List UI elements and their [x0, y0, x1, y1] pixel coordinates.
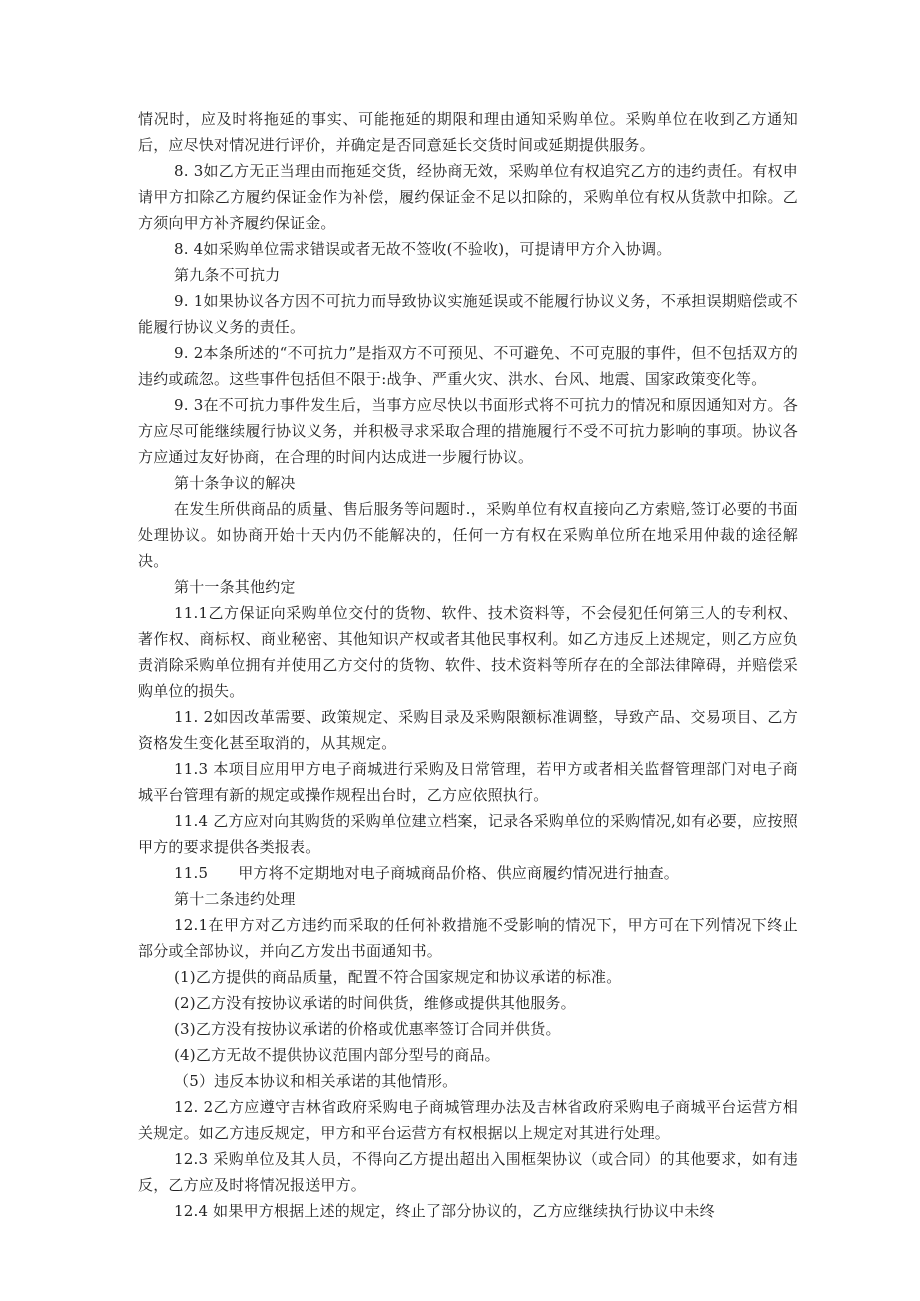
clause-11-1: 11.1乙方保证向采购单位交付的货物、软件、技术资料等，不会侵犯任何第三人的专利权、著作权、商标权、商业秘密、其他知识产权或者其他民事权利。如乙方违反上述规定，则乙方应负责消除采购单位拥有并使用乙方交付的货物、软件、技术资料等所存在的全部法律障碍，并赔偿采购单位的损失。 — [138, 604, 798, 700]
heading-article-9: 第九条不可抗力 — [174, 266, 281, 284]
list-item-4: (4)乙方无故不提供协议范围内部分型号的商品。 — [174, 1046, 500, 1064]
list-item-5: （5）违反本协议和相关承诺的其他情形。 — [174, 1072, 458, 1090]
clause-11-4: 11.4 乙方应对向其购货的采购单位建立档案，记录各采购单位的采购情况,如有必要，应按照甲方的要求提供各类报表。 — [138, 812, 798, 856]
clause-12-1: 12.1在甲方对乙方违约而采取的任何补救措施不受影响的情况下，甲方可在下列情况下终止部分或全部协议，并向乙方发出书面通知书。 — [138, 916, 798, 960]
list-item-3: (3)乙方没有按协议承诺的价格或优惠率签订合同并供货。 — [174, 1020, 561, 1038]
clause-12-4: 12.4 如果甲方根据上述的规定，终止了部分协议的，乙方应继续执行协议中未终 — [174, 1202, 715, 1220]
clause-11-5-text: 甲方将不定期地对电子商城商品价格、供应商履约情况进行抽查。 — [238, 864, 680, 882]
clause-11-5 — [138, 860, 798, 886]
heading-article-12: 第十二条违约处理 — [174, 890, 296, 908]
article-10-body: 在发生所供商品的质量、售后服务等问题时.，采购单位有权直接向乙方索赔,签订必要的书面处理协议。如协商开始十天内仍不能解决的，任何一方有权在采购单位所在地采用仲裁的途径解决。 — [138, 500, 798, 570]
clause-12-2: 12. 2乙方应遵守吉林省政府采购电子商城管理办法及吉林省政府采购电子商城平台运营方相关规定。如乙方违反规定，甲方和平台运营方有权根据以上规定对其进行处理。 — [138, 1098, 798, 1142]
clause-11-5-number: 11.5 — [174, 864, 209, 882]
list-item-1: (1)乙方提供的商品质量，配置不符合国家规定和协议承诺的标准。 — [174, 968, 622, 986]
clause-11-2: 11. 2如因改革需要、政策规定、采购目录及采购限额标准调整，导致产品、交易项目、乙方资格发生变化甚至取消的，从其规定。 — [138, 708, 798, 752]
clause-8-3: 8. 3如乙方无正当理由而拖延交货，经协商无效，采购单位有权追究乙方的违约责任。有权申请甲方扣除乙方履约保证金作为补偿，履约保证金不足以扣除的，采购单位有权从货款中扣除。乙方须向甲方补齐履约保证金。 — [138, 162, 798, 232]
heading-article-11: 第十一条其他约定 — [174, 578, 296, 596]
list-item-2: (2)乙方没有按协议承诺的时间供货，维修或提供其他服务。 — [174, 994, 576, 1012]
clause-9-3: 9. 3在不可抗力事件发生后，当事方应尽快以书面形式将不可抗力的情况和原因通知对方。各方应尽可能继续履行协议义务，并积极寻求采取合理的措施履行不受不可抗力影响的事项。协议各方应通过友好协商，在合理的时间内达成进一步履行协议。 — [138, 396, 798, 466]
clause-8-4: 8. 4如采购单位需求错误或者无故不签收(不验收)，可提请甲方介入协调。 — [174, 240, 672, 258]
clause-9-2: 9. 2本条所述的“不可抗力”是指双方不可预见、不可避免、不可克服的事件，但不包括双方的违约或疏忽。这些事件包括但不限于:战争、严重火灾、洪水、台风、地震、国家政策变化等。 — [138, 344, 798, 388]
clause-9-1: 9. 1如果协议各方因不可抗力而导致协议实施延误或不能履行协议义务，不承担误期赔偿或不能履行协议义务的责任。 — [138, 292, 798, 336]
paragraph-p01: 情况时，应及时将拖延的事实、可能拖延的期限和理由通知采购单位。采购单位在收到乙方通知后，应尽快对情况进行评价，并确定是否同意延长交货时间或延期提供服务。 — [138, 110, 798, 154]
heading-article-10: 第十条争议的解决 — [174, 474, 296, 492]
clause-12-3: 12.3 采购单位及其人员，不得向乙方提出超出入围框架协议（或合同）的其他要求，如有违反，乙方应及时将情况报送甲方。 — [138, 1150, 798, 1194]
document-body — [138, 106, 798, 1224]
clause-11-3: 11.3 本项目应用甲方电子商城进行采购及日常管理，若甲方或者相关监督管理部门对电子商城平台管理有新的规定或操作规程出台时，乙方应依照执行。 — [138, 760, 798, 804]
